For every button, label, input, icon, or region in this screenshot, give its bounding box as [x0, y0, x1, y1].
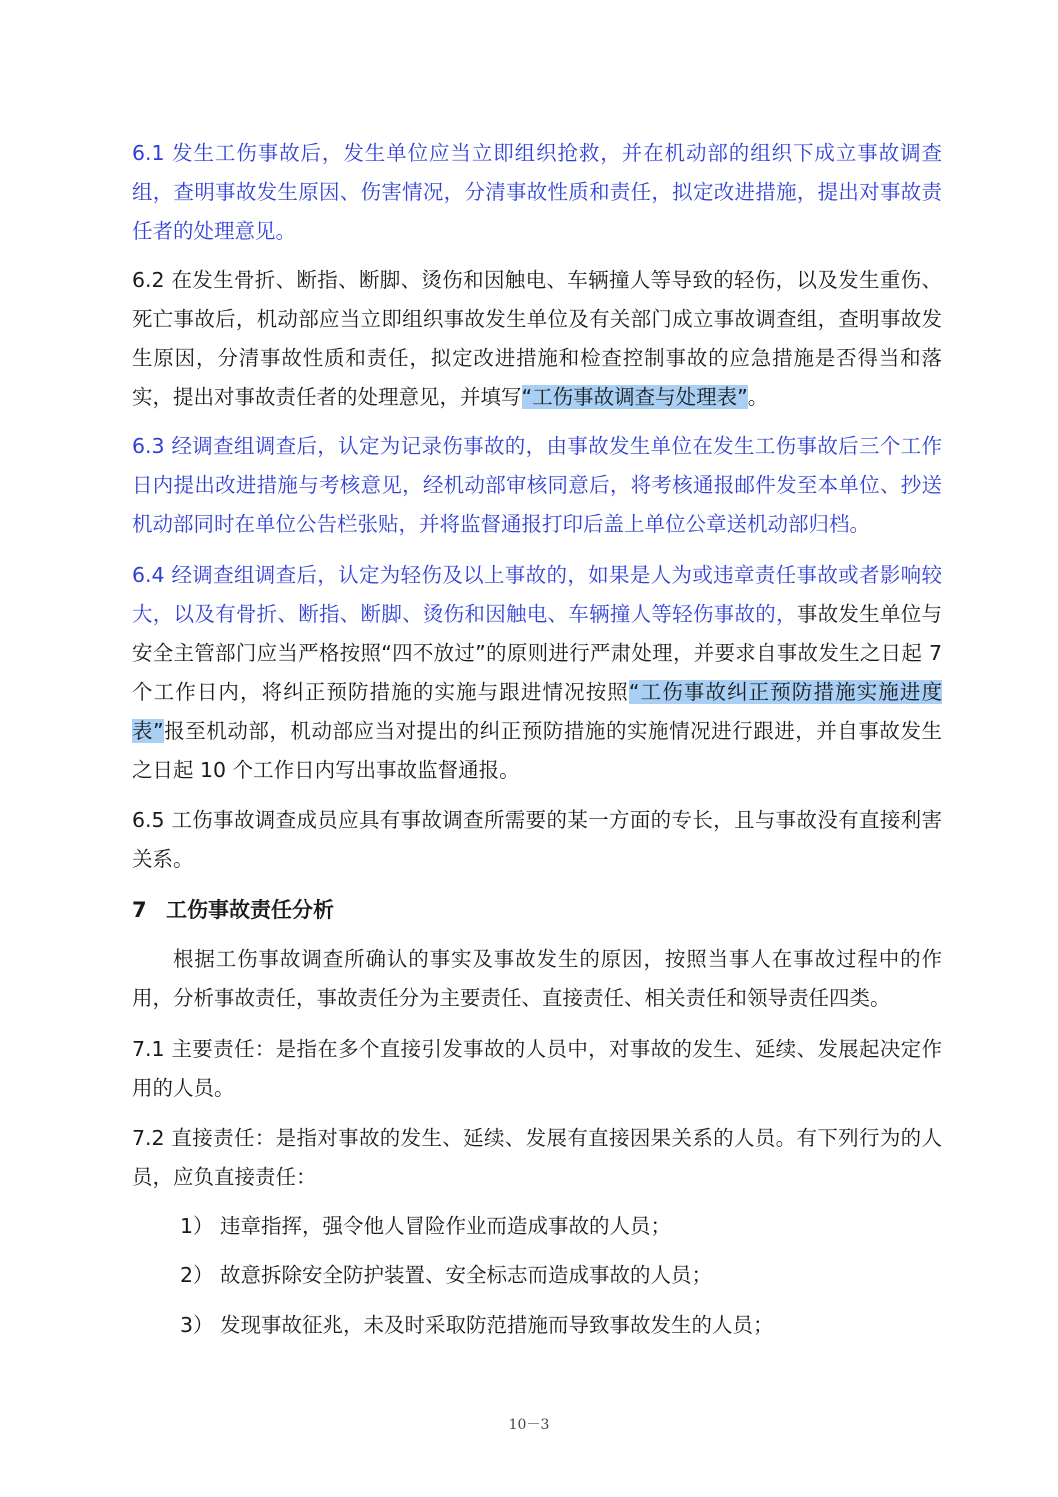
section-6-2	[132, 261, 942, 417]
section-6-1	[132, 134, 942, 251]
list-item	[180, 1256, 712, 1295]
list-item-number: 2）	[180, 1263, 214, 1287]
section-7-1	[132, 1030, 942, 1108]
section-text: 工伤事故调查成员应具有事故调查所需要的某一方面的专长，且与事故没有直接利害关系。	[132, 808, 942, 871]
section-7-heading	[132, 891, 334, 930]
list-item	[180, 1306, 774, 1345]
section-number: 6.3	[132, 434, 165, 458]
section-number: 6.2	[132, 268, 165, 292]
section-text: 经调查组调查后，认定为记录伤事故的，由事故发生单位在发生工伤事故后三个工作日内提出改进措施与考核意见，经机动部审核同意后，将考核通报邮件发至本单位、抄送机动部同时在单位公告栏张贴，并将监督通报打印后盖上单位公章送机动部归档。	[132, 434, 942, 536]
section-text-end: 报至机动部，机动部应当对提出的纠正预防措施的实施情况进行跟进，并自事故发生之日起 10 个工作日内写出事故监督通报。	[132, 719, 943, 782]
section-text-end: 。	[747, 385, 769, 409]
section-7-intro	[132, 940, 942, 1018]
section-text: 发生工伤事故后，发生单位应当立即组织抢救，并在机动部的组织下成立事故调查组，查明事故发生原因、伤害情况，分清事故性质和责任，拟定改进措施，提出对事故责任者的处理意见。	[132, 141, 942, 243]
heading-title: 工伤事故责任分析	[166, 898, 334, 922]
section-7-2	[132, 1119, 942, 1197]
section-text: 在发生骨折、断指、断脚、烫伤和因触电、车辆撞人等导致的轻伤，以及发生重伤、死亡事故后，机动部应当立即组织事故发生单位及有关部门成立事故调查组，查明事故发生原因，分清事故性质和责任，拟定改进措施和检查控制事故的应急措施是否得当和落实，提出对事故责任者的处理意见，并填写	[132, 268, 942, 409]
list-item-number: 1）	[180, 1214, 214, 1238]
section-number: 7.1	[132, 1037, 165, 1061]
section-blue-text: 经调查组调查后，认定为轻伤及以上事故的，如果是人为或违章责任事故或者影响较大，以及有骨折、断指、断脚、烫伤和因触电、车辆撞人等轻伤事故的，	[132, 563, 942, 626]
section-text: 主要责任：是指在多个直接引发事故的人员中，对事故的发生、延续、发展起决定作用的人员。	[132, 1037, 942, 1100]
section-number: 6.5	[132, 808, 165, 832]
highlighted-form-name: “工伤事故调查与处理表”	[521, 385, 748, 409]
section-number: 7.2	[132, 1126, 165, 1150]
highlighted-form-name: “工伤事故纠正预防措施实施进度表”	[132, 680, 943, 743]
list-item	[180, 1207, 671, 1246]
page-number: 10－3	[508, 1417, 550, 1433]
intro-text: 根据工伤事故调查所确认的事实及事故发生的原因，按照当事人在事故过程中的作用，分析事故责任，事故责任分为主要责任、直接责任、相关责任和领导责任四类。	[132, 947, 942, 1010]
section-6-4	[132, 556, 942, 790]
heading-number: 7	[132, 898, 147, 922]
section-number: 6.4	[132, 563, 165, 587]
list-item-text: 故意拆除安全防护装置、安全标志而造成事故的人员；	[220, 1263, 712, 1287]
section-6-5	[132, 801, 942, 879]
section-text: 直接责任：是指对事故的发生、延续、发展有直接因果关系的人员。有下列行为的人员，应负直接责任：	[132, 1126, 942, 1189]
section-number: 6.1	[132, 141, 165, 165]
section-6-3	[132, 427, 942, 544]
list-item-text: 发现事故征兆，未及时采取防范措施而导致事故发生的人员；	[220, 1313, 774, 1337]
section-text: 事故发生单位与安全主管部门应当严格按照“四不放过”的原则进行严肃处理，并要求自事故发生之日起 7 个工作日内，将纠正预防措施的实施与跟进情况按照	[132, 602, 943, 704]
list-item-text: 违章指挥，强令他人冒险作业而造成事故的人员；	[220, 1214, 671, 1238]
list-item-number: 3）	[180, 1313, 214, 1337]
